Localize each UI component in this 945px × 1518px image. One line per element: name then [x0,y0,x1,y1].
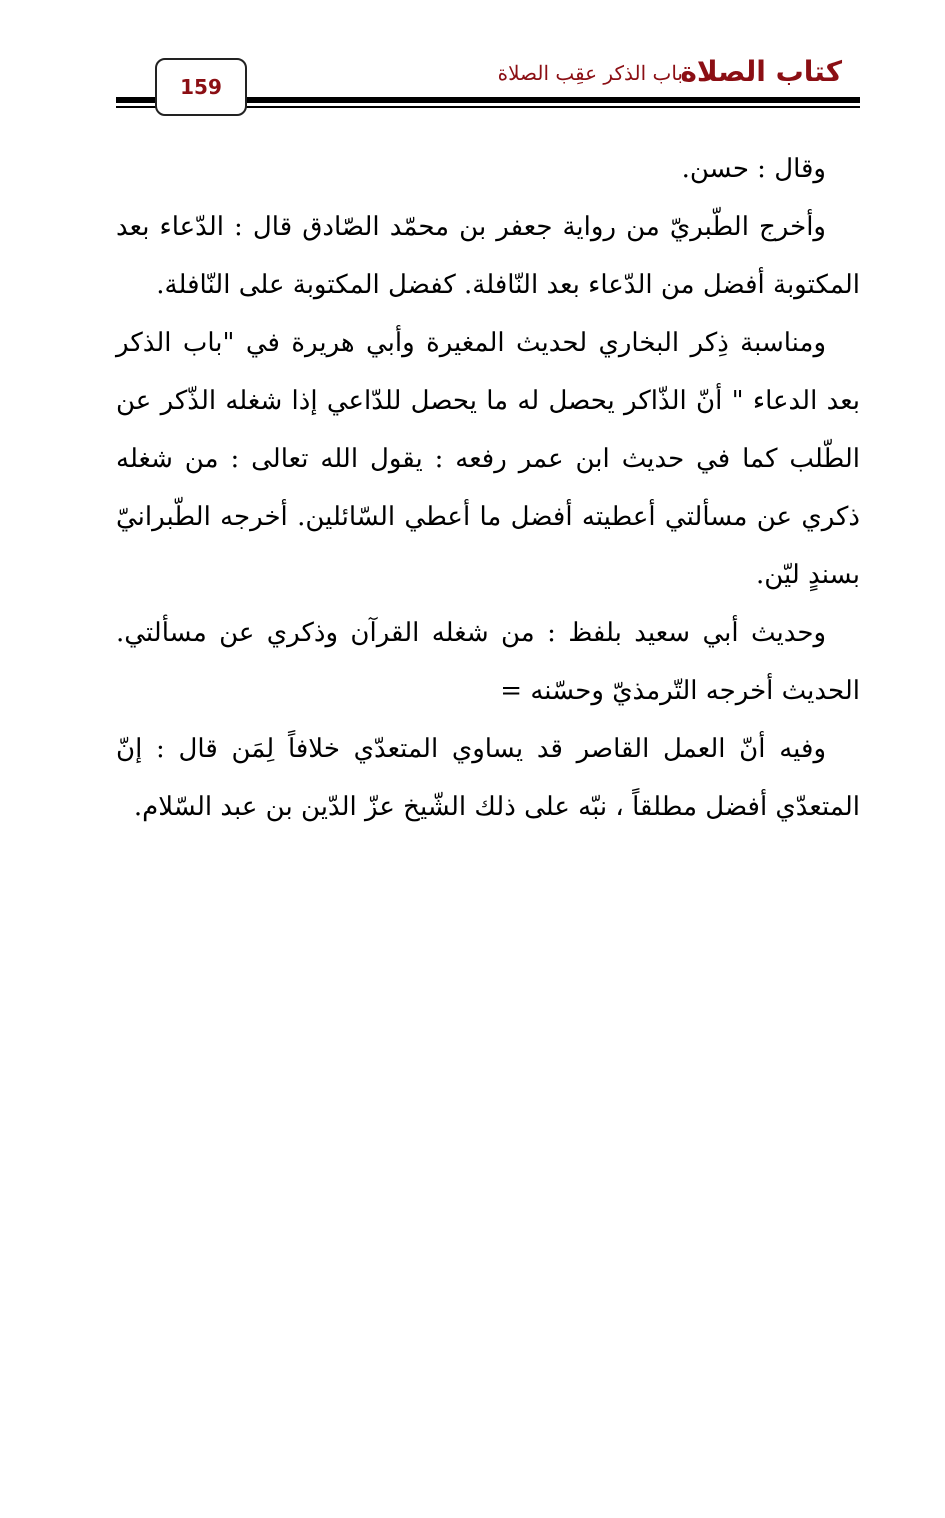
paragraph: وقال : حسن. [681,154,826,184]
paragraph: وفيه أنّ العمل القاصر قد يساوي المتعدّي خلافاً لِمَن قال : إنّ المتعدّي أفضل مطلقاً ، نبّه على ذلك الشّيخ عزّ الدّين بن عبد السّلام. [116,734,860,822]
paragraph: وأخرج الطّبريّ من رواية جعفر بن محمّد الصّادق قال : الدّعاء بعد المكتوبة أفضل من الدّعاء بعد النّافلة. كفضل المكتوبة على النّافلة. [116,212,860,300]
chapter-title: باب الذكر عقِب الصلاة [497,61,683,85]
page-number-badge [155,58,247,116]
body-text [116,140,860,836]
paragraph: وحديث أبي سعيد بلفظ : من شغله القرآن وذكري عن مسألتي. الحديث أخرجه التّرمذيّ وحسّنه = [116,618,860,706]
page-header [0,0,945,130]
book-title: كتاب الصلاة [680,55,842,88]
page-number: 159 [180,75,222,99]
paragraph: ومناسبة ذِكر البخاري لحديث المغيرة وأبي هريرة في "باب الذكر بعد الدعاء " أنّ الذّاكر يحصل له ما يحصل للدّاعي إذا شغله الذّكر عن الطّلب كما في حديث ابن عمر رفعه : يقول الله تعالى : من شغله ذكري عن مسألتي أعطيته أفضل ما أعطي السّائلين. أخرجه الطّبرانيّ بسندٍ ليّن. [116,328,860,590]
